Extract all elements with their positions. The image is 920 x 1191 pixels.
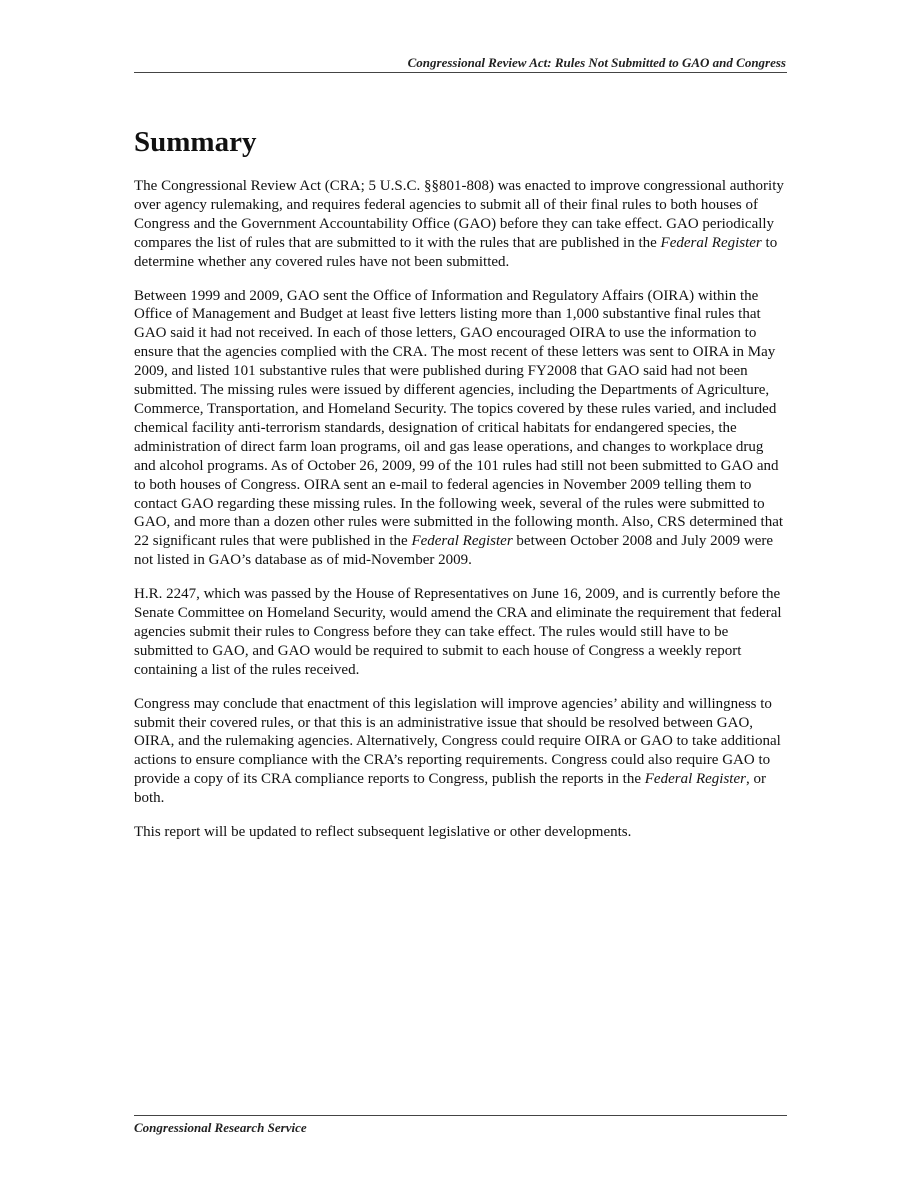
paragraph-1-text-c: to determine whether any covered rules have not been submitted. [134,234,778,270]
paragraph-2-text-c: between October 2008 and July 2009 were not listed in GAO’s database as of mid-November 2009. [134,533,774,569]
paragraph-2-text-a: Between 1999 and 2009, GAO sent the Office of Information and Regulatory Affairs (OIRA) within the Office of Management and Budget at least five letters listing more than 1,000 substantive final rules that GAO said it had not received. In each of those letters, GAO encouraged OIRA to use the information to ensure that the agencies complied with the CRA. The most recent of these letters was sent to OIRA in May 2009, and listed 101 substantive rules that were published during FY2008 that GAO said had not been submitted. The missing rules were issued by different agencies, including the Departments of Agriculture, Commerce, Transportation, and Homeland Security. The topics covered by these rules varied, and included chemical facility anti-terrorism standards, designation of critical habitats for endangered species, the administration of direct farm loan programs, oil and gas lease operations, and changes to workplace drug and alcohol programs. As of October 26, 2009, 99 of the 101 rules had still not been submitted to GAO and to both houses of Congress. OIRA sent an e-mail to federal agencies in November 2009 telling them to contact GAO regarding these missing rules. In the following week, several of the rules were submitted to GAO, and more than a dozen other rules were submitted in the following month. Also, CRS determined that 22 significant rules that were published in the [134,287,784,550]
footer-rule [134,1115,787,1116]
paragraph-4-italic-federal-register: Federal Register [644,771,746,788]
paragraph-1-italic-federal-register: Federal Register [660,234,762,251]
paragraph-4-text-a: Congress may conclude that enactment of this legislation will improve agencies’ ability and willingness to submit their covered rules, or that this is an administrative issue that should be resolved between GAO, OIRA, and the rulemaking agencies. Alternatively, Congress could require OIRA or GAO to take additional actions to ensure compliance with the CRA’s reporting requirements. Congress could also require GAO to provide a copy of its CRA compliance reports to Congress, publish the reports in the [134,695,781,788]
paragraph-3: H.R. 2247, which was passed by the House of Representatives on June 16, 2009, and is currently before the Senate Committee on Homeland Security, would amend the CRA and eliminate the requirement that federal agencies submit their rules to Congress before they can take effect. The rules would still have to be submitted to GAO, and GAO would be required to submit to each house of Congress a weekly report containing a list of the rules received. [134,586,782,678]
page-title: Summary [134,126,257,158]
paragraph-5: This report will be updated to reflect subsequent legislative or other developments. [134,824,632,841]
paragraph-1-text-a: The Congressional Review Act (CRA; 5 U.S.C. §§801-808) was enacted to improve congressional authority over agency rulemaking, and requires federal agencies to submit all of their final rules to both houses of Congress and the Government Accountability Office (GAO) before they can take effect. GAO periodically compares the list of rules that are submitted to it with the rules that are published in the [134,178,784,251]
header-rule [134,72,787,73]
running-header: Congressional Review Act: Rules Not Submitted to GAO and Congress [407,55,786,70]
paragraph-2 [134,287,786,571]
summary-body [134,177,786,842]
paragraph-1 [134,177,786,272]
footer-organization: Congressional Research Service [134,1120,307,1135]
paragraph-4-text-c: , or both. [134,771,766,807]
paragraph-4 [134,695,786,808]
paragraph-2-italic-federal-register: Federal Register [411,533,513,550]
